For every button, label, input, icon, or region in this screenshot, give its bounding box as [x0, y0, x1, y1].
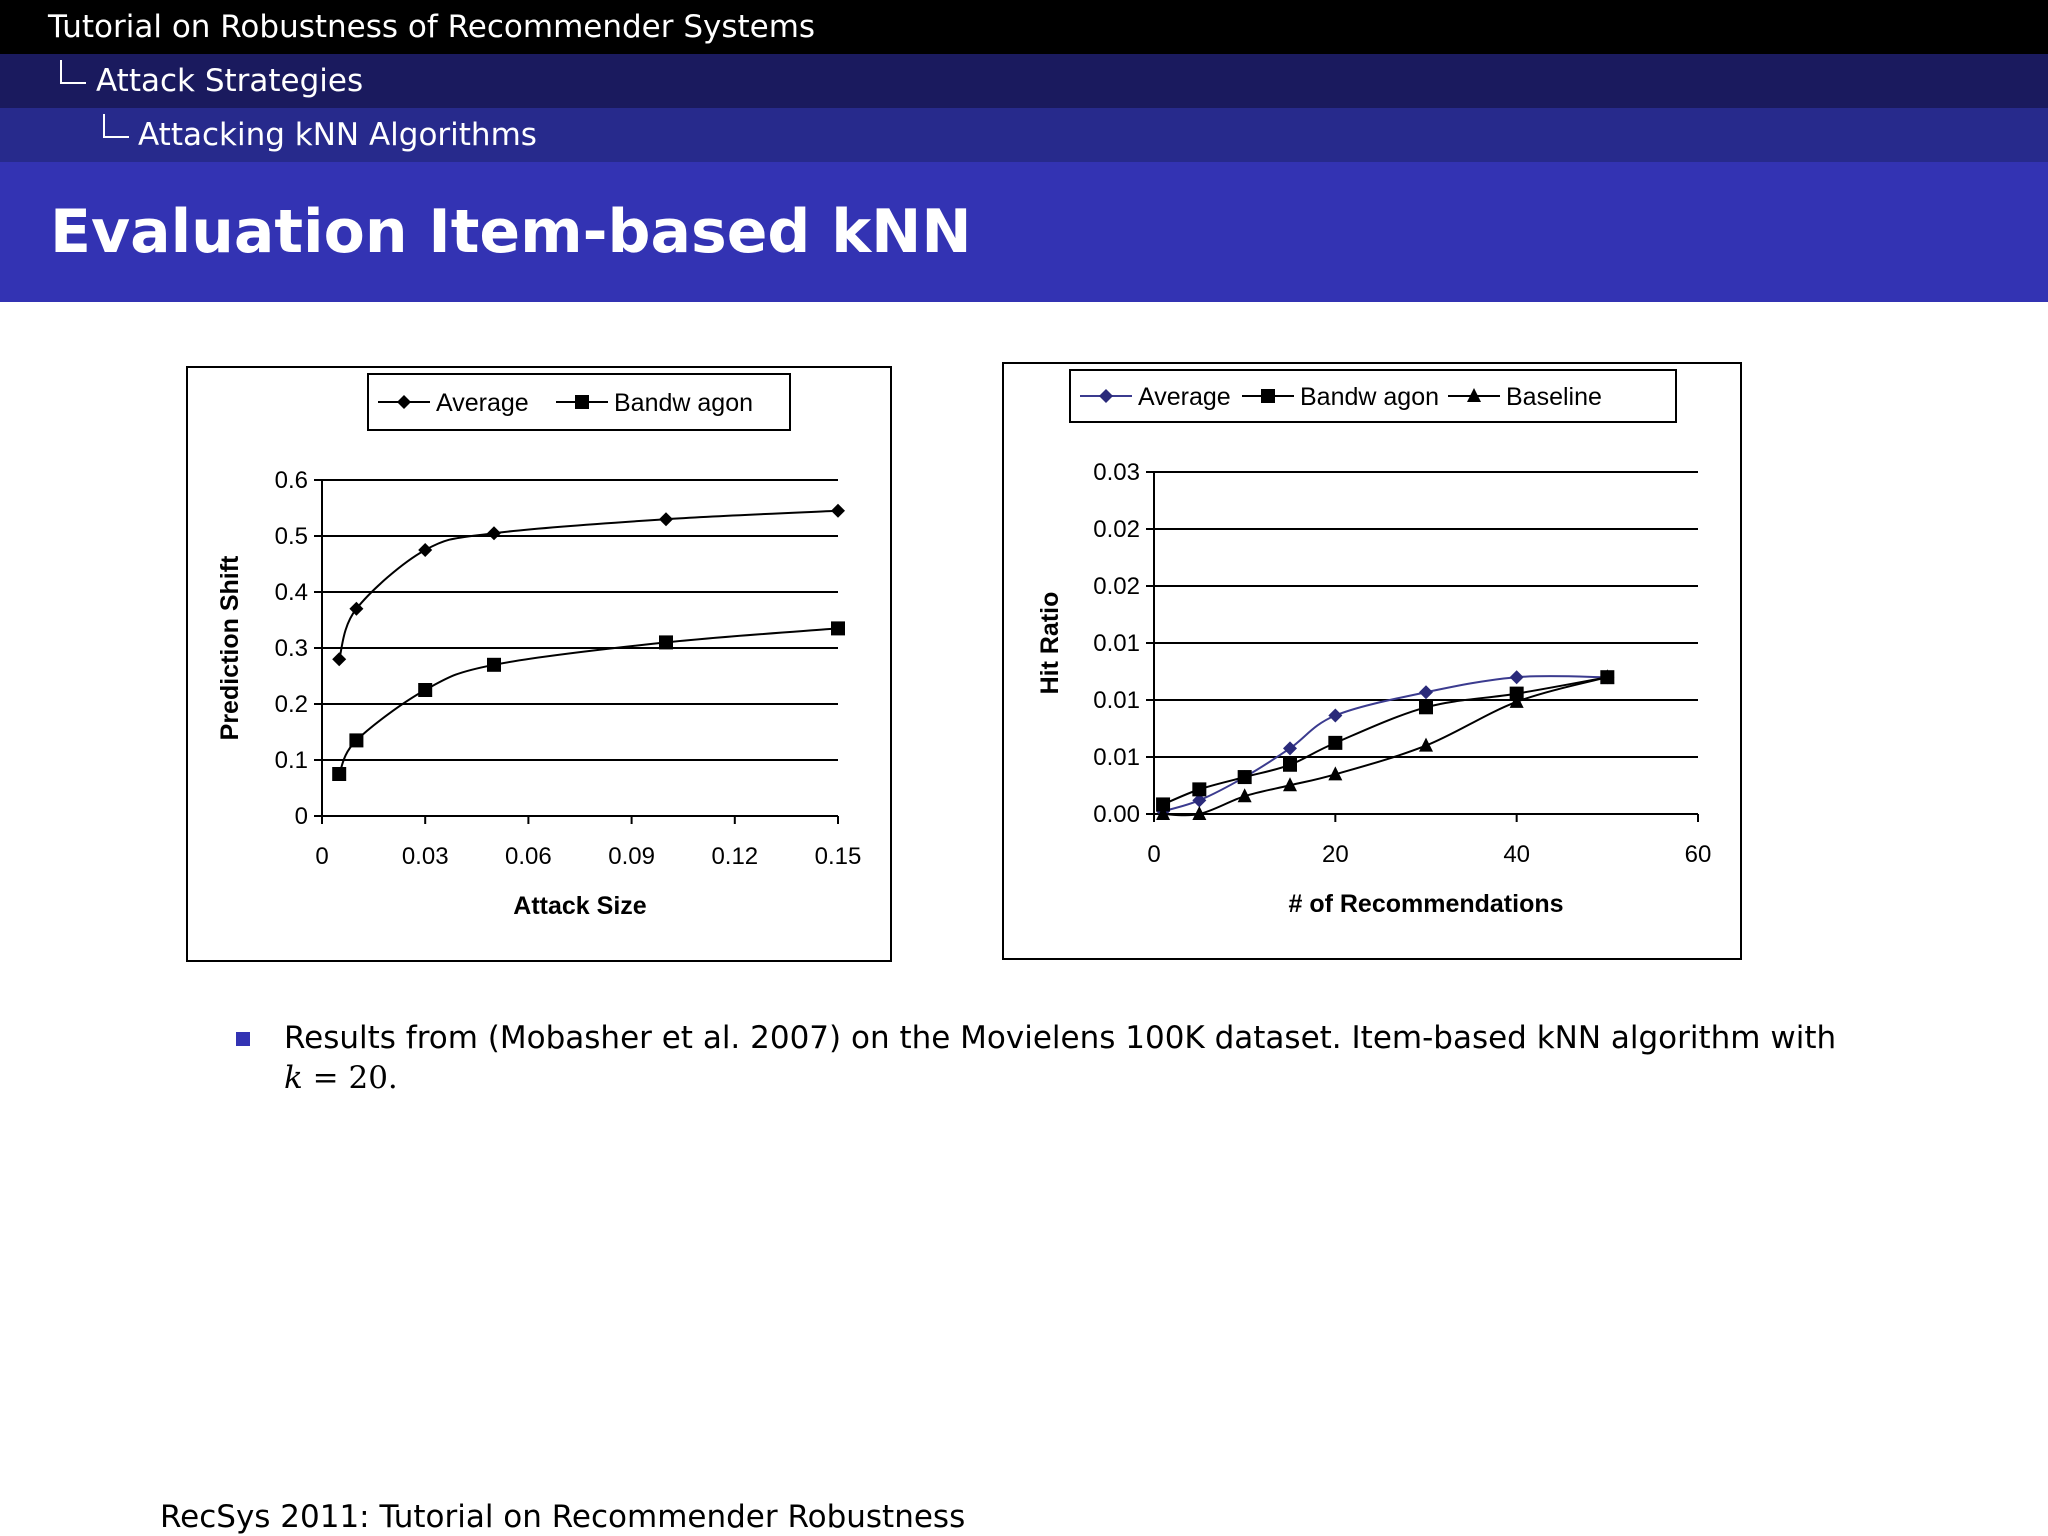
x-tick-label: 0.03: [401, 843, 449, 870]
legend-label: Bandw agon: [1300, 383, 1440, 411]
legend-marker: [575, 395, 589, 409]
y-tick-label: 0.02: [1093, 516, 1140, 543]
x-tick-label: 0.06: [505, 843, 552, 870]
chart-frame: [187, 367, 891, 961]
y-tick-label: 0.00: [1093, 801, 1140, 828]
chart-frame: [1003, 363, 1741, 959]
x-axis-label: # of Recommendations: [1288, 890, 1564, 918]
tree-elbow-icon: [103, 114, 129, 138]
data-point: [1192, 782, 1206, 796]
header-subsection: Attacking kNN Algorithms: [138, 117, 537, 153]
tree-elbow-icon: [60, 60, 86, 84]
legend-marker: [1261, 389, 1275, 403]
data-point: [831, 621, 845, 635]
slide-title-bar: [0, 162, 2048, 302]
math-variable: k: [284, 1060, 303, 1096]
hit-ratio-chart: [1002, 362, 1742, 964]
data-point: [487, 658, 501, 672]
header-line-2: [0, 54, 2048, 108]
header-line-1: [0, 0, 2048, 54]
data-point: [1283, 758, 1297, 772]
hit-ratio-chart-svg: [1002, 362, 1742, 960]
legend-label: Average: [1138, 383, 1231, 411]
y-axis-label: Prediction Shift: [216, 555, 244, 741]
y-tick-label: 0.01: [1093, 687, 1140, 714]
x-tick-label: 20: [1321, 841, 1349, 868]
bullet-math: [284, 1058, 398, 1098]
legend-label: Average: [436, 389, 529, 417]
x-tick-label: 0: [1147, 841, 1161, 868]
y-tick-label: 0.01: [1093, 744, 1140, 771]
y-tick-label: 0.3: [274, 635, 308, 662]
x-tick-label: 40: [1503, 841, 1531, 868]
legend-label: Bandw agon: [614, 389, 754, 417]
y-tick-label: 0.1: [274, 747, 308, 774]
y-tick-label: 0.6: [274, 467, 308, 494]
header-line-3: [0, 108, 2048, 162]
x-tick-label: 0: [315, 843, 329, 870]
x-tick-label: 0.09: [608, 843, 655, 870]
data-point: [659, 635, 673, 649]
legend-label: Baseline: [1506, 383, 1602, 411]
y-axis-label: Hit Ratio: [1036, 591, 1064, 695]
y-tick-label: 0.5: [274, 523, 308, 550]
x-tick-label: 60: [1684, 841, 1712, 868]
slide-title: Evaluation Item-based kNN: [50, 197, 972, 267]
data-point: [1238, 770, 1252, 784]
x-axis-label: Attack Size: [513, 892, 647, 920]
header-presentation-title: Tutorial on Robustness of Recommender Systems: [48, 9, 816, 45]
data-point: [1328, 736, 1342, 750]
data-point: [332, 767, 346, 781]
y-tick-label: 0.2: [274, 691, 308, 718]
x-tick-label: 0.12: [711, 843, 759, 870]
bullet-square-icon: [236, 1032, 250, 1046]
x-tick-label: 0.15: [814, 843, 862, 870]
prediction-shift-chart-svg: [186, 366, 892, 962]
y-tick-label: 0: [294, 803, 308, 830]
footer-text: RecSys 2011: Tutorial on Recommender Robustness: [160, 1499, 966, 1535]
math-equation: = 20.: [302, 1060, 398, 1096]
header-section: Attack Strategies: [96, 63, 364, 99]
bullet-text: Results from (Mobasher et al. 2007) on the Movielens 100K dataset. Item-based kNN algorithm with: [284, 1020, 1837, 1056]
y-tick-label: 0.03: [1093, 459, 1140, 486]
prediction-shift-chart: [186, 366, 892, 966]
data-point: [349, 733, 363, 747]
data-point: [418, 683, 432, 697]
y-tick-label: 0.01: [1093, 630, 1140, 657]
data-point: [1419, 700, 1433, 714]
y-tick-label: 0.4: [274, 579, 308, 606]
y-tick-label: 0.02: [1093, 573, 1140, 600]
